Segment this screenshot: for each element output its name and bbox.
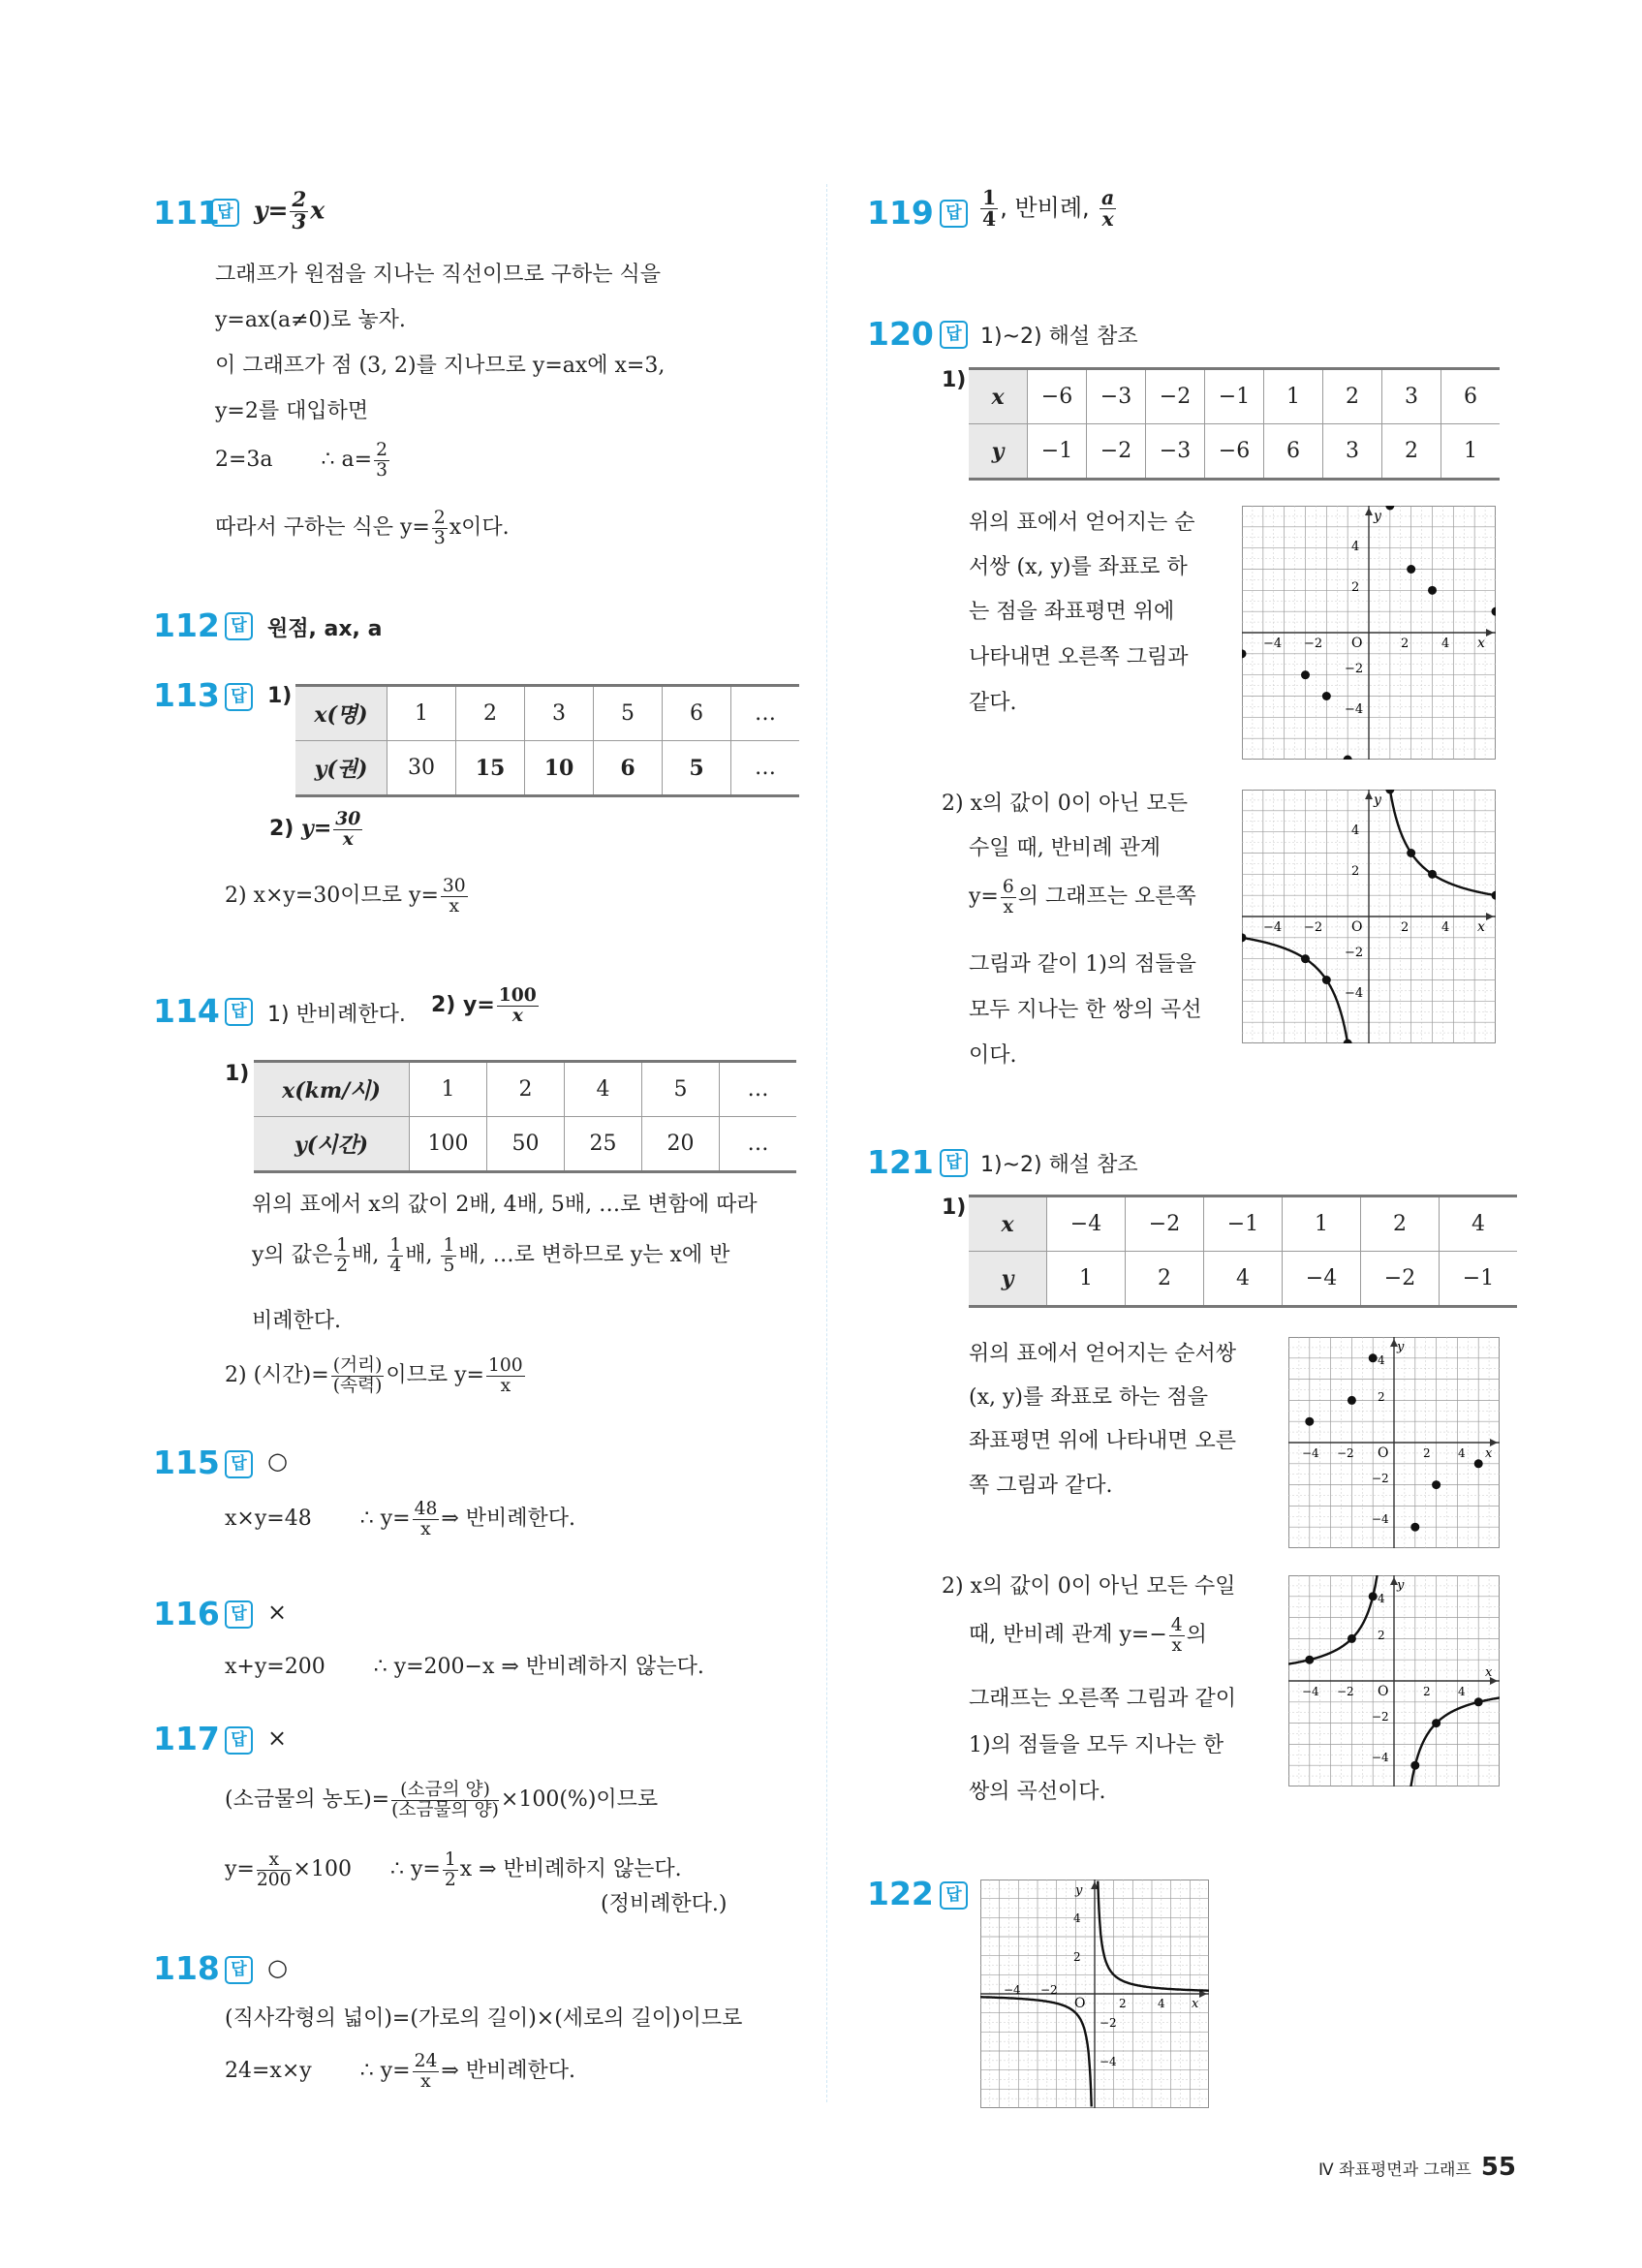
table-row <box>969 1252 1517 1307</box>
tick-label: −2 <box>1345 946 1364 960</box>
axis-label-y: y <box>1374 792 1381 808</box>
y-axis-arrow <box>1365 508 1373 515</box>
table-cell: 5 <box>642 1062 720 1117</box>
table-120 <box>969 367 1500 481</box>
table-113 <box>295 684 799 797</box>
answer-badge: 답 <box>940 1881 968 1910</box>
axis-label-y: y <box>1374 509 1381 524</box>
axis-label-y: y <box>1397 1340 1405 1354</box>
tick-label: 2 <box>1401 637 1410 651</box>
table-cell: −6 <box>1205 424 1264 480</box>
answer-badge: 답 <box>940 1149 968 1177</box>
table-cell: 4 <box>565 1062 642 1117</box>
tick-label: 2 <box>1351 864 1360 879</box>
problem-number: 113 <box>153 676 220 714</box>
text-line: 수일 때, 반비례 관계 <box>969 836 1161 860</box>
tick-label: 4 <box>1378 1592 1385 1605</box>
data-point <box>1344 756 1352 761</box>
table-row <box>254 1062 796 1117</box>
data-point <box>1428 870 1437 879</box>
table-cell: 6 <box>1264 424 1323 480</box>
table-cell: 6 <box>594 741 663 796</box>
table-cell: −2 <box>1126 1196 1204 1252</box>
table-cell: y <box>969 1252 1047 1307</box>
data-point <box>1348 1634 1356 1643</box>
table-121 <box>969 1195 1517 1308</box>
text-line: 그림과 같이 1)의 점들을 <box>969 952 1196 977</box>
tick-label: 4 <box>1158 1997 1165 2010</box>
text-line: 쌍의 곡선이다. <box>969 1780 1106 1804</box>
tick-label: 2 <box>1378 1629 1385 1642</box>
problem-number: 120 <box>867 315 934 353</box>
data-point <box>1344 1040 1352 1044</box>
table-row <box>969 369 1500 424</box>
explanation-117-2: y= $\frac{x}{200}$ ×100 ∴ y= $\frac{1}{2}$ x ⇒ 반비례하지 않는다. <box>225 1849 682 1890</box>
text-line: 같다. <box>969 691 1017 715</box>
data-point <box>1322 692 1331 700</box>
data-point <box>1407 849 1415 857</box>
text-line: 1)의 점들을 모두 지나는 한 <box>969 1733 1224 1757</box>
table-row <box>969 1196 1517 1252</box>
answer-badge: 답 <box>211 199 239 227</box>
x-axis-arrow <box>1490 1439 1498 1446</box>
data-point <box>1492 891 1497 900</box>
graph-121-curve <box>1288 1575 1500 1786</box>
problem-number: 115 <box>153 1444 220 1481</box>
axis-label-x: x <box>1477 919 1485 935</box>
tick-label: −4 <box>1372 1751 1389 1764</box>
tick-label: −4 <box>1004 1983 1021 1997</box>
table-cell: −3 <box>1146 424 1205 480</box>
text-line: 그래프가 원점을 지나는 직선이므로 구하는 식을 <box>215 263 662 287</box>
table-cell: −2 <box>1146 369 1205 424</box>
answer-badge: 답 <box>225 998 253 1026</box>
tick-label: 4 <box>1458 1685 1466 1698</box>
curve-branch <box>980 1997 1092 2106</box>
tick-label: 4 <box>1351 540 1360 554</box>
tick-label: −2 <box>1372 1472 1389 1485</box>
table-cell: 15 <box>456 741 525 796</box>
tick-label: 2 <box>1401 920 1410 935</box>
data-point <box>1301 954 1310 963</box>
answer-badge: 답 <box>940 200 968 228</box>
origin-label: O <box>1351 919 1363 935</box>
text-line: y= $\frac{6}{x}$ 의 그래프는 오른쪽 <box>969 877 1196 917</box>
table-cell: 2 <box>487 1062 565 1117</box>
column-divider <box>826 184 827 2102</box>
graph-120-points <box>1242 506 1496 760</box>
table-cell: 6 <box>1441 369 1501 424</box>
data-point <box>1348 1396 1356 1405</box>
sub-label: 1) <box>942 1196 967 1220</box>
table-cell: 30 <box>387 741 456 796</box>
text-line: 위의 표에서 얻어지는 순 <box>969 511 1195 535</box>
answer-118: ○ <box>267 1954 288 1981</box>
answer-badge: 답 <box>225 612 253 640</box>
data-point <box>1369 1353 1378 1362</box>
table-cell: x(km/시) <box>254 1062 410 1117</box>
table-cell: −3 <box>1087 369 1146 424</box>
data-point <box>1410 1523 1419 1532</box>
table-cell: … <box>720 1062 797 1117</box>
table-cell: −1 <box>1205 369 1264 424</box>
text-line: 좌표평면 위에 나타내면 오른 <box>969 1429 1237 1453</box>
table-cell: −2 <box>1361 1252 1440 1307</box>
table-cell: y(권) <box>295 741 387 796</box>
table-cell: 4 <box>1204 1252 1283 1307</box>
tick-label: −2 <box>1337 1685 1354 1698</box>
curve-branch <box>1288 1575 1378 1664</box>
tick-label: −2 <box>1372 1710 1389 1724</box>
text-line: 때, 반비례 관계 y=− $\frac{4}{x}$ 의 <box>969 1615 1207 1656</box>
tick-label: −2 <box>1304 637 1323 651</box>
text-line: 는 점을 좌표평면 위에 <box>969 600 1175 624</box>
graph-120-curve <box>1242 790 1496 1043</box>
origin-label: O <box>1074 1996 1086 2011</box>
table-cell: y(시간) <box>254 1117 410 1172</box>
axis-label-x: x <box>1477 636 1485 651</box>
page-footer <box>1318 2153 1516 2182</box>
tick-label: 4 <box>1441 920 1450 935</box>
axis-label-y: y <box>1397 1578 1405 1593</box>
table-114 <box>254 1060 796 1173</box>
x-axis-arrow <box>1486 629 1494 637</box>
tick-label: −4 <box>1345 986 1364 1001</box>
tick-label: −2 <box>1100 2016 1117 2030</box>
data-point <box>1369 1592 1378 1600</box>
tick-label: −4 <box>1263 637 1283 651</box>
text-line: 나타내면 오른쪽 그림과 <box>969 645 1189 669</box>
answer-112: 원점, ax, a <box>267 617 383 641</box>
data-point <box>1242 649 1247 658</box>
text-line: y=ax(a≠0)로 놓자. <box>215 308 406 332</box>
table-cell: … <box>731 741 800 796</box>
answer-113-2: 2) y= $\frac{30}{x}$ <box>269 808 361 850</box>
table-cell: 4 <box>1440 1196 1518 1252</box>
data-point <box>1492 607 1497 616</box>
table-row <box>254 1117 796 1172</box>
table-cell: x <box>969 1196 1047 1252</box>
curve-branch <box>1098 1881 1209 1991</box>
problem-number: 117 <box>153 1720 220 1757</box>
table-cell: x <box>969 369 1028 424</box>
data-point <box>1432 1480 1441 1489</box>
text-line: 서쌍 (x, y)를 좌표로 하 <box>969 555 1188 579</box>
answer-badge: 답 <box>225 1450 253 1478</box>
table-cell: … <box>720 1117 797 1172</box>
origin-label: O <box>1351 636 1363 651</box>
data-point <box>1305 1656 1314 1664</box>
text-line: y의 값은 $\frac{1}{2}$ 배, $\frac{1}{4}$ 배, $\frac{1}{5}$ 배, …로 변하므로 y는 x에 반 <box>252 1235 730 1276</box>
tick-label: 2 <box>1073 1950 1081 1964</box>
table-cell: 1 <box>387 686 456 741</box>
table-cell: 2 <box>1126 1252 1204 1307</box>
table-cell: 100 <box>410 1117 487 1172</box>
sub-label: 1) <box>225 1062 250 1086</box>
table-cell: 3 <box>1323 424 1382 480</box>
table-cell: 5 <box>663 741 731 796</box>
data-point <box>1410 1761 1419 1770</box>
tick-label: −2 <box>1337 1446 1354 1460</box>
table-cell: x(명) <box>295 686 387 741</box>
tick-label: −2 <box>1345 662 1364 676</box>
problem-number: 114 <box>153 992 220 1030</box>
text-line: 2) x의 값이 0이 아닌 모든 수일 <box>942 1574 1236 1599</box>
answer-114-1: 1) 반비례한다. <box>267 1003 406 1027</box>
axis-label-x: x <box>1485 1665 1493 1680</box>
table-cell: −1 <box>1028 424 1087 480</box>
conclusion-line: 따라서 구하는 식은 y= $\frac{2}{3}$ x이다. <box>215 508 510 548</box>
table-cell: −1 <box>1440 1252 1518 1307</box>
chapter-title: Ⅳ 좌표평면과 그래프 <box>1317 2160 1472 2180</box>
explanation-118-1: (직사각형의 넓이)=(가로의 길이)×(세로의 길이)이므로 <box>225 2006 743 2031</box>
x-axis-arrow <box>1486 913 1494 920</box>
sub-label: 1) <box>267 684 293 708</box>
tick-label: 2 <box>1423 1685 1431 1698</box>
answer-114-2: 2) y= $\frac{100}{x}$ <box>431 984 537 1026</box>
answer-116: × <box>267 1599 288 1626</box>
answer-badge: 답 <box>940 321 968 349</box>
table-cell: … <box>731 686 800 741</box>
explanation-118-2: 24=x×y ∴ y= $\frac{24}{x}$ ⇒ 반비례한다. <box>225 2051 576 2092</box>
answer-117: × <box>267 1724 288 1752</box>
tick-label: −4 <box>1302 1446 1319 1460</box>
tick-label: −4 <box>1302 1685 1319 1698</box>
tick-label: −4 <box>1345 702 1364 717</box>
table-cell: y <box>969 424 1028 480</box>
tick-label: 4 <box>1441 637 1450 651</box>
tick-label: −4 <box>1263 920 1283 935</box>
table-cell: 25 <box>565 1117 642 1172</box>
axes <box>1242 506 1496 760</box>
tick-labels <box>1004 1883 1199 2068</box>
table-cell: 1 <box>410 1062 487 1117</box>
answer-badge: 답 <box>225 1600 253 1629</box>
tick-label: 2 <box>1351 580 1360 595</box>
table-row <box>295 741 799 796</box>
data-point <box>1305 1417 1314 1426</box>
text-line: 2) x의 값이 0이 아닌 모든 <box>942 792 1188 816</box>
table-cell: 3 <box>1382 369 1441 424</box>
table-cell: −4 <box>1047 1196 1126 1252</box>
problem-number: 111 <box>153 194 220 232</box>
curve-branch <box>1410 1697 1500 1786</box>
axis-label-x: x <box>1485 1446 1493 1461</box>
origin-label: O <box>1378 1445 1389 1461</box>
tick-label: −4 <box>1100 2055 1117 2068</box>
answer-121: 1)~2) 해설 참조 <box>980 1153 1138 1177</box>
tick-label: −4 <box>1372 1512 1389 1526</box>
explanation-114-2: 2) (시간)= $\frac{\text{(거리)}}{\text{(속력)}}$ 이므로 y= $\frac{100}{x}$ <box>225 1355 523 1396</box>
answer-badge: 답 <box>225 1956 253 1984</box>
table-cell: 1 <box>1441 424 1501 480</box>
explanation-116: x+y=200 ∴ y=200−x ⇒ 반비례하지 않는다. <box>225 1655 704 1679</box>
data-point <box>1407 565 1415 574</box>
table-cell: −1 <box>1204 1196 1283 1252</box>
axis-label-x: x <box>1192 1997 1199 2011</box>
text-line: (x, y)를 좌표로 하는 점을 <box>969 1385 1208 1410</box>
table-cell: 3 <box>525 686 594 741</box>
table-cell: 2 <box>1382 424 1441 480</box>
tick-label: 2 <box>1119 1997 1127 2010</box>
data-point <box>1474 1697 1483 1706</box>
table-cell: 10 <box>525 741 594 796</box>
table-cell: 2 <box>1323 369 1382 424</box>
problem-number: 116 <box>153 1595 220 1632</box>
problem-number: 122 <box>867 1875 934 1912</box>
table-cell: 20 <box>642 1117 720 1172</box>
tick-label: 2 <box>1423 1446 1431 1460</box>
tick-label: −2 <box>1040 1983 1058 1997</box>
data-point <box>1428 586 1437 595</box>
answer-111: y= $\frac{2}{3}$ x <box>254 188 325 235</box>
explanation-117-1: (소금물의 농도)= $\frac{\text{(소금의 양)}}{\text{(소금물의 양)}}$ ×100(%)이므로 <box>225 1780 659 1820</box>
data-point <box>1385 790 1394 794</box>
answer-120: 1)~2) 해설 참조 <box>980 325 1138 349</box>
table-cell: 5 <box>594 686 663 741</box>
text-line: 이 그래프가 점 (3, 2)를 지나므로 y=ax에 x=3, <box>215 354 666 378</box>
answer-119: $\frac{1}{4}$ , 반비례, $\frac{a}{x}$ <box>982 186 1115 232</box>
data-point <box>1385 506 1394 511</box>
tick-label: 4 <box>1351 823 1360 838</box>
table-cell: −4 <box>1283 1252 1361 1307</box>
data-point <box>1322 976 1331 984</box>
tick-label: 4 <box>1378 1353 1385 1367</box>
problem-number: 112 <box>153 606 220 644</box>
table-cell: 6 <box>663 686 731 741</box>
data-point <box>1301 670 1310 679</box>
axis-label-y: y <box>1075 1883 1083 1898</box>
table-cell: 2 <box>1361 1196 1440 1252</box>
text-line: 모두 지나는 한 쌍의 곡선 <box>969 998 1202 1022</box>
text-line: 이다. <box>969 1043 1017 1068</box>
table-cell: 1 <box>1047 1252 1126 1307</box>
answer-115: ○ <box>267 1447 288 1475</box>
graph-121-points <box>1288 1337 1500 1548</box>
problem-number: 119 <box>867 194 934 232</box>
table-cell: −6 <box>1028 369 1087 424</box>
table-cell: 50 <box>487 1117 565 1172</box>
tick-label: 4 <box>1073 1911 1081 1925</box>
tick-label: 2 <box>1378 1390 1385 1404</box>
tick-label: 4 <box>1458 1446 1466 1460</box>
table-cell: 2 <box>456 686 525 741</box>
sub-label: 1) <box>942 368 967 392</box>
y-axis-arrow <box>1365 792 1373 799</box>
data-point <box>1242 933 1247 942</box>
answer-badge: 답 <box>225 683 253 711</box>
explanation-115: x×y=48 ∴ y= $\frac{48}{x}$ ⇒ 반비례한다. <box>225 1499 576 1539</box>
table-cell: 1 <box>1264 369 1323 424</box>
problem-number: 118 <box>153 1949 220 1987</box>
graph-122-curve <box>980 1880 1209 2108</box>
text-line: 그래프는 오른쪽 그림과 같이 <box>969 1687 1237 1711</box>
data-point <box>1432 1719 1441 1727</box>
table-cell: 1 <box>1283 1196 1361 1252</box>
data-point <box>1474 1459 1483 1468</box>
explanation-117-3: (정비례한다.) <box>601 1892 728 1916</box>
text-line: 위의 표에서 x의 값이 2배, 4배, 5배, …로 변함에 따라 <box>252 1193 758 1217</box>
page-number: 55 <box>1480 2153 1516 2182</box>
answer-badge: 답 <box>225 1726 253 1755</box>
origin-label: O <box>1378 1684 1389 1699</box>
text-line: 비례한다. <box>252 1309 342 1333</box>
axes <box>1242 790 1496 1043</box>
tick-label: −2 <box>1304 920 1323 935</box>
table-row <box>969 424 1500 480</box>
text-line: y=2를 대입하면 <box>215 399 369 423</box>
table-cell: −2 <box>1087 424 1146 480</box>
table-row <box>295 686 799 741</box>
text-line: 위의 표에서 얻어지는 순서쌍 <box>969 1342 1237 1366</box>
text-line: 쪽 그림과 같다. <box>969 1474 1113 1498</box>
equation-line: 2=3a ∴ a= $\frac{2}{3}$ <box>215 440 387 481</box>
explanation-113: 2) x×y=30이므로 y= $\frac{30}{x}$ <box>225 876 466 917</box>
problem-number: 121 <box>867 1143 934 1181</box>
